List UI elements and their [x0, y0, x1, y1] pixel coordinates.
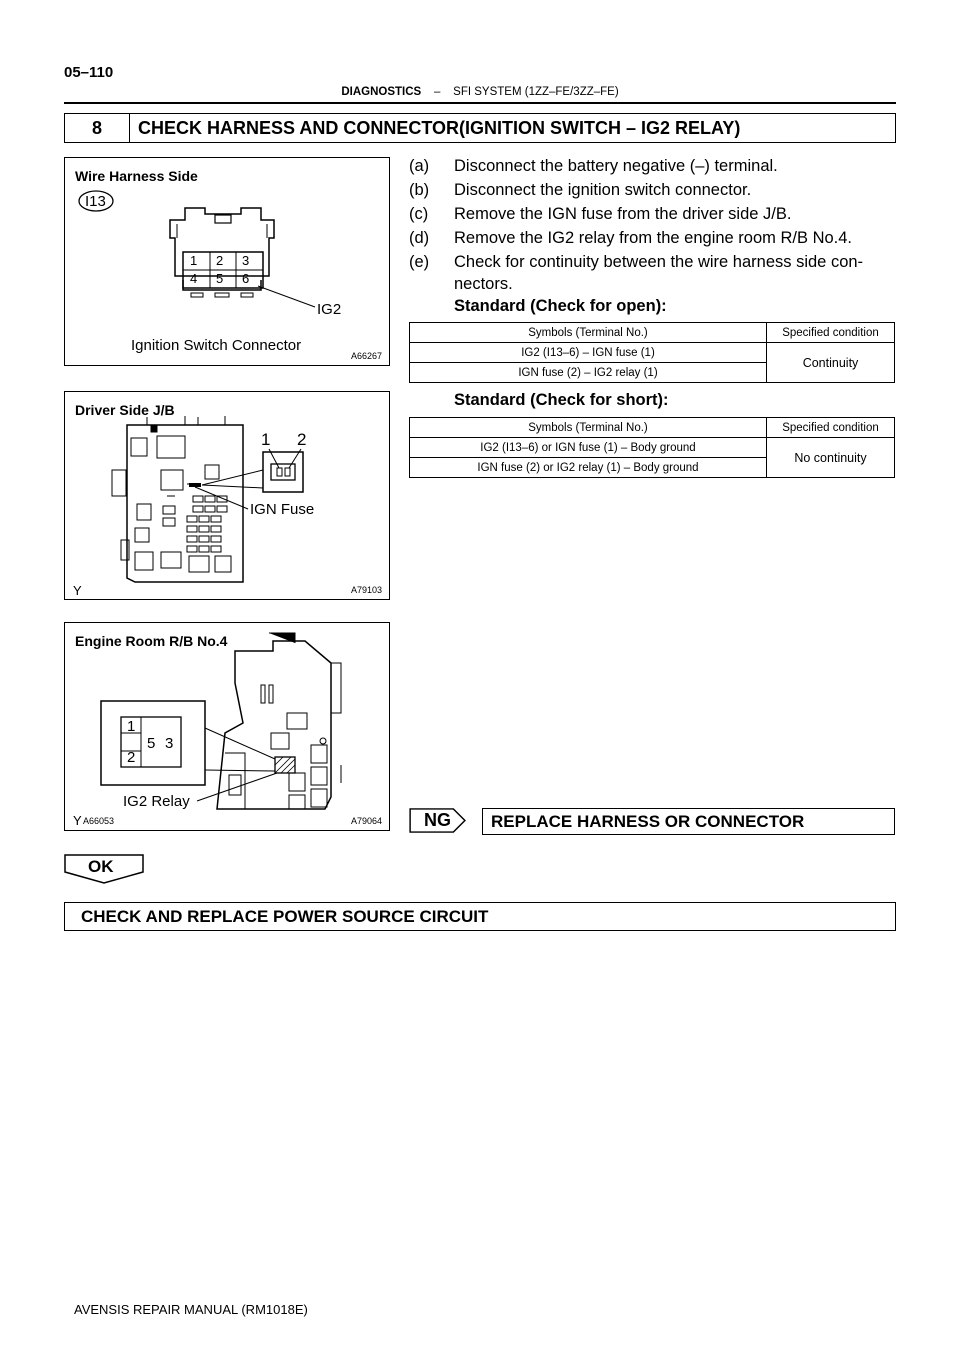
relay-pin-3: 3 — [165, 735, 174, 752]
ok-action: CHECK AND REPLACE POWER SOURCE CIRCUIT — [81, 907, 489, 926]
header-system: SFI SYSTEM (1ZZ–FE/3ZZ–FE) — [453, 86, 619, 98]
fig3-mark: Y — [73, 813, 82, 828]
relay-pin-2: 2 — [127, 749, 136, 766]
open-col-symbols: Symbols (Terminal No.) — [410, 323, 767, 343]
fig3-title: Engine Room R/B No.4 — [75, 633, 228, 649]
standard-open-heading: Standard (Check for open): — [454, 297, 667, 315]
fuse-pin-2: 2 — [297, 430, 307, 449]
pin-4: 4 — [190, 271, 198, 286]
relay-pin-1: 1 — [127, 718, 136, 735]
step-title-box — [64, 113, 896, 143]
instruction-a: (a) Disconnect the battery negative (–) terminal. — [409, 157, 778, 175]
standard-open-table — [409, 322, 895, 383]
pin-5: 5 — [216, 271, 224, 286]
instruction-e-continued: nectors. — [454, 275, 513, 293]
pin-2: 2 — [216, 253, 224, 268]
instruction-d: (d) Remove the IG2 relay from the engine room R/B No.4. — [409, 229, 853, 247]
short-condition: No continuity — [767, 438, 895, 478]
short-col-condition: Specified condition — [767, 418, 895, 438]
step-title: CHECK HARNESS AND CONNECTOR(IGNITION SWITCH – IG2 RELAY) — [138, 118, 741, 138]
ig2-relay-label: IG2 Relay — [123, 793, 190, 810]
header-rule — [64, 102, 896, 104]
short-col-symbols: Symbols (Terminal No.) — [410, 418, 767, 438]
connector-id: I13 — [85, 193, 106, 210]
fig1-caption: Ignition Switch Connector — [131, 337, 302, 354]
instruction-e: (e) Check for continuity between the wire harness side con- — [409, 253, 864, 271]
short-row-2: IGN fuse (2) or IG2 relay (1) – Body ground — [410, 458, 767, 478]
open-row-1: IG2 (I13–6) – IGN fuse (1) — [410, 343, 767, 363]
short-row-1: IG2 (I13–6) or IGN fuse (1) – Body ground — [410, 438, 767, 458]
standard-short-table — [409, 417, 895, 478]
standard-short-heading: Standard (Check for short): — [454, 391, 669, 409]
footer: AVENSIS REPAIR MANUAL (RM1018E) — [74, 1302, 308, 1317]
running-header — [64, 86, 896, 98]
open-condition: Continuity — [767, 343, 895, 383]
pin-3: 3 — [242, 253, 250, 268]
fig1-code: A66267 — [351, 351, 383, 361]
fig2-title: Driver Side J/B — [75, 402, 175, 418]
step-number: 8 — [65, 114, 130, 142]
fuse-pin-1: 1 — [261, 430, 271, 449]
figure-ignition-switch-connector — [64, 157, 390, 366]
figure-engine-room-rb — [64, 622, 390, 831]
relay-pin-5: 5 — [147, 735, 156, 752]
ng-action: REPLACE HARNESS OR CONNECTOR — [491, 812, 805, 831]
page-number: 05–110 — [64, 64, 114, 81]
open-row-2: IGN fuse (2) – IG2 relay (1) — [410, 363, 767, 383]
pin-1: 1 — [190, 253, 198, 268]
pin-6: 6 — [242, 271, 250, 286]
junction-block-drawing — [65, 392, 389, 599]
open-col-condition: Specified condition — [767, 323, 895, 343]
figure-driver-side-jb — [64, 391, 390, 600]
ng-label: NG — [424, 810, 451, 830]
header-section: DIAGNOSTICS — [341, 86, 422, 98]
ok-action-box — [64, 902, 896, 931]
header-dash: – — [433, 86, 441, 98]
connector-drawing — [65, 158, 389, 365]
ng-action-box — [482, 808, 895, 835]
fig2-mark: Y — [73, 583, 82, 598]
relay-block-drawing — [65, 623, 389, 830]
ign-fuse-label: IGN Fuse — [250, 501, 315, 518]
pin-label-ig2: IG2 — [317, 301, 342, 318]
ok-label: OK — [88, 857, 114, 876]
fig3-code: A79064 — [351, 816, 383, 826]
fig1-title: Wire Harness Side — [75, 168, 198, 184]
fig3-sub-code: A66053 — [83, 816, 115, 826]
fig2-code: A79103 — [351, 585, 383, 595]
instruction-b: (b) Disconnect the ignition switch connector. — [409, 181, 752, 199]
instruction-c: (c) Remove the IGN fuse from the driver side J/B. — [409, 205, 792, 223]
